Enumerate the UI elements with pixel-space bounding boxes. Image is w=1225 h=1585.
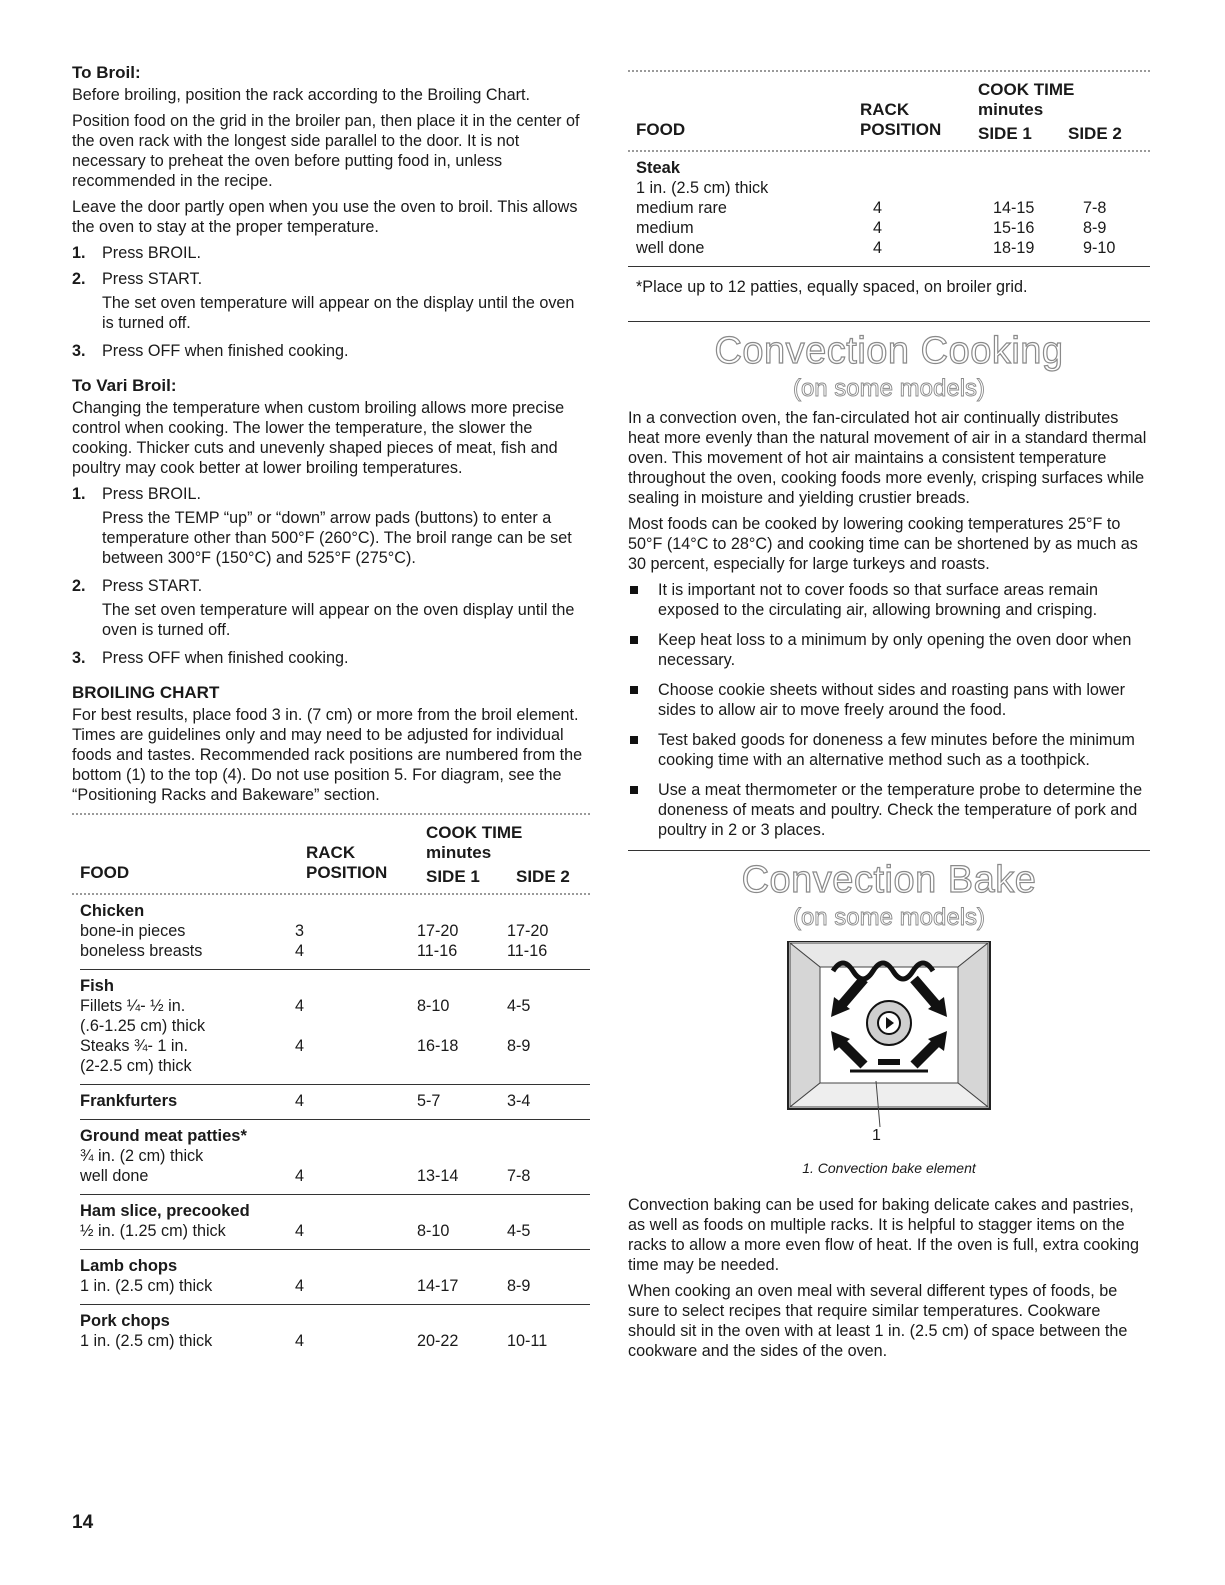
to-broil-heading: To Broil: [72, 63, 141, 82]
side-1-cell: 8-10 [417, 1222, 450, 1240]
broiling-chart-paragraph: For best results, place food 3 in. (7 cm) or more from the broil element. Times are guidelines only and may need to be adjusted for individual foods and tastes. Recommended rack positions are numbered from the bottom (1) to the top (4). Do not use position 5. For diagram, see the “Positioning Racks and Bakeware” section. [72, 706, 583, 804]
food-group-name: Ground meat patties* [80, 1127, 247, 1145]
side-2-header-continued: SIDE 2 [1068, 124, 1122, 143]
side-1-cell: 11-16 [417, 942, 458, 960]
broiling-chart-heading: BROILING CHART [72, 683, 220, 702]
convection-tip-item: It is important not to cover foods so that surface areas remain exposed to the circulating air, allowing browning and crisping. [628, 580, 1150, 620]
side-2-cell [1083, 178, 1153, 198]
step-item [72, 341, 590, 361]
side-1-cell [417, 1056, 507, 1076]
table-row [80, 1036, 590, 1056]
food-group-name: Fish [80, 977, 114, 995]
side-1-cell: 15-16 [993, 219, 1035, 237]
patties-footnote: *Place up to 12 patties, equally spaced, on broiler grid. [636, 278, 1028, 296]
rack-position-cell: 4 [295, 942, 305, 960]
food-cell: 1 in. (2.5 cm) thick [636, 179, 769, 197]
step-number: 1. [72, 485, 86, 503]
convection-oven-diagram [628, 941, 1150, 1151]
side-2-cell: 10-11 [507, 1332, 548, 1350]
food-group [80, 1250, 590, 1305]
table-row [80, 921, 590, 941]
side-2-cell: 8-9 [507, 1277, 531, 1295]
rack-position-cell: 4 [295, 1277, 305, 1295]
step-detail: The set oven temperature will appear on the display until the oven is turned off. [102, 294, 575, 332]
side-1-cell: 14-17 [417, 1277, 459, 1295]
step-text: Press BROIL. [102, 244, 201, 262]
step-text: Press START. [102, 270, 203, 288]
side-2-cell: 9-10 [1083, 239, 1116, 257]
food-group [80, 1085, 590, 1120]
rack-position-cell: 4 [295, 1037, 305, 1055]
food-group [80, 970, 590, 1085]
right-column [628, 62, 1150, 1367]
vari-broil-heading: To Vari Broil: [72, 376, 177, 395]
rack-position-cell: 4 [295, 1332, 305, 1350]
food-cell: medium rare [636, 199, 727, 217]
convection-bake-subtitle: (on some models) [792, 904, 986, 931]
side-1-cell: 5-7 [417, 1092, 441, 1110]
table-row [636, 198, 1150, 218]
rack-position-cell: 4 [295, 1092, 305, 1110]
convection-tips-list [628, 580, 1150, 840]
side-1-cell: 17-20 [417, 922, 459, 940]
step-detail: The set oven temperature will appear on the oven display until the oven is turned off. [102, 601, 575, 639]
food-group [80, 895, 590, 970]
table-bottom-rule [628, 266, 1150, 267]
side-1-cell [417, 1016, 507, 1036]
table-row [80, 1056, 590, 1076]
table-row [80, 1146, 590, 1166]
rack-position-cell [295, 1016, 417, 1036]
food-cell: (2-2.5 cm) thick [80, 1057, 192, 1075]
step-number: 2. [72, 577, 86, 595]
rack-position-cell: 3 [295, 922, 305, 940]
table-row [80, 1331, 590, 1351]
step-number: 2. [72, 270, 86, 288]
left-column [72, 62, 590, 1359]
convection-element-caption: 1. Convection bake element [802, 1160, 976, 1176]
side-1-cell: 14-15 [993, 199, 1035, 217]
broiling-table-continued-header [628, 72, 1150, 150]
position-column-header-continued: POSITION [860, 120, 942, 139]
rack-position-cell [873, 178, 993, 198]
step-text: Press OFF when finished cooking. [102, 649, 349, 667]
rack-position-cell [295, 1146, 417, 1166]
broiling-table-body [72, 895, 590, 1359]
food-column-header-continued: FOOD [636, 120, 686, 139]
convection-bake-paragraph-2: When cooking an oven meal with several different types of foods, be sure to select recipes that require similar temperatures. Cookware should sit in the oven with at least 1 in. (2.5 cm) of space between the cookware and the sides of the oven. [628, 1282, 1128, 1360]
side-1-cell [417, 1146, 507, 1166]
table-row [80, 1166, 590, 1186]
food-group [80, 1305, 590, 1359]
step-item [72, 243, 590, 263]
rack-position-cell: 4 [873, 219, 883, 237]
cook-time-header-continued: COOK TIME [978, 80, 1075, 99]
step-item [72, 484, 590, 504]
section-rule-convection-cooking [628, 321, 1150, 322]
food-group-name: Lamb chops [80, 1257, 178, 1275]
broil-paragraph-1: Before broiling, position the rack according to the Broiling Chart. [72, 86, 530, 104]
side-2-cell: 11-16 [507, 942, 548, 960]
food-cell: ¾ in. (2 cm) thick [80, 1147, 204, 1165]
food-cell: bone-in pieces [80, 922, 186, 940]
table-row [636, 178, 1150, 198]
rack-position-cell: 4 [295, 1222, 305, 1240]
food-cell: (.6-1.25 cm) thick [80, 1017, 206, 1035]
rack-position-cell [295, 1056, 417, 1076]
step-item [72, 576, 590, 596]
cook-time-header: COOK TIME [426, 823, 523, 842]
side-1-cell [993, 178, 1083, 198]
step-text: Press START. [102, 577, 203, 595]
side-2-header: SIDE 2 [516, 867, 570, 886]
minutes-header: minutes [426, 843, 492, 862]
side-1-header: SIDE 1 [426, 867, 480, 886]
oven-interior-illustration [628, 941, 1150, 1151]
food-group [80, 1195, 590, 1250]
side-2-cell: 4-5 [507, 1222, 531, 1240]
food-group [80, 1120, 590, 1195]
rack-position-cell: 4 [295, 1167, 305, 1185]
food-group-name: Chicken [80, 902, 145, 920]
food-cell: medium [636, 219, 694, 237]
step-text: Press OFF when finished cooking. [102, 342, 349, 360]
side-2-cell: 7-8 [1083, 199, 1107, 217]
side-2-cell: 7-8 [507, 1167, 531, 1185]
food-cell: ½ in. (1.25 cm) thick [80, 1222, 226, 1240]
convection-cooking-subtitle: (on some models) [792, 375, 986, 402]
convection-cooking-title: Convection Cooking [714, 330, 1064, 372]
convection-bake-paragraph-1: Convection baking can be used for baking delicate cakes and pastries, as well as foods on multiple racks. It is helpful to stagger items on the racks to allow a more even flow of heat. If the oven is full, extra cooking time may be needed. [628, 1196, 1140, 1274]
side-1-cell: 18-19 [993, 239, 1035, 257]
minutes-header-continued: minutes [978, 100, 1044, 119]
section-rule-convection-bake [628, 850, 1150, 851]
table-row [80, 1091, 590, 1111]
rack-position-cell: 4 [873, 239, 883, 257]
side-1-header-continued: SIDE 1 [978, 124, 1032, 143]
rack-position-cell: 4 [295, 997, 305, 1015]
step-number: 1. [72, 244, 86, 262]
step-detail: Press the TEMP “up” or “down” arrow pads (buttons) to enter a temperature other than 500°F (260°C). The broil range can be set between 300°F (150°C) and 525°F (275°C). [102, 509, 572, 567]
position-column-header: POSITION [306, 863, 388, 882]
step-number: 3. [72, 342, 86, 360]
convection-cooking-paragraph-1: In a convection oven, the fan-circulated hot air continually distributes heat more evenly than the natural movement of air in a standard thermal oven. This movement of hot air maintains a consistent temperature throughout the oven, cooking foods more evenly, crisping surfaces while sealing in moisture and yielding crustier breads. [628, 409, 1147, 507]
rack-column-header: RACK [306, 843, 356, 862]
food-cell: well done [80, 1167, 149, 1185]
food-group-name: Ham slice, precooked [80, 1202, 250, 1220]
food-cell: 1 in. (2.5 cm) thick [80, 1277, 213, 1295]
side-2-cell: 8-9 [1083, 219, 1107, 237]
step-item [72, 269, 590, 289]
broiling-table-continued-body [628, 152, 1150, 266]
convection-bake-title: Convection Bake [741, 859, 1037, 901]
broil-paragraph-3: Leave the door partly open when you use the oven to broil. This allows the oven to stay at the proper temperature. [72, 198, 578, 236]
convection-tip-item: Keep heat loss to a minimum by only opening the oven door when necessary. [628, 630, 1150, 670]
table-row [80, 1276, 590, 1296]
broil-paragraph-2: Position food on the grid in the broiler pan, then place it in the center of the oven rack with the longest side parallel to the door. It is not necessary to preheat the oven before putting food in, unless recommended in the recipe. [72, 112, 580, 190]
convection-tip-item: Test baked goods for doneness a few minutes before the minimum cooking time with an alternative method such as a toothpick. [628, 730, 1150, 770]
food-group-name: Frankfurters [80, 1092, 178, 1110]
side-1-cell: 20-22 [417, 1332, 459, 1350]
convection-tip-item: Use a meat thermometer or the temperature probe to determine the doneness of meats and poultry. Check the temperature of pork and poultry in 2 or 3 places. [628, 780, 1150, 840]
side-2-cell: 8-9 [507, 1037, 531, 1055]
table-row [80, 941, 590, 961]
side-2-cell [507, 1056, 587, 1076]
broil-steps [72, 243, 590, 361]
step-item [72, 648, 590, 668]
food-group-name: Pork chops [80, 1312, 170, 1330]
vari-broil-steps [72, 484, 590, 668]
food-cell: well done [636, 239, 705, 257]
broiling-table-header [72, 815, 590, 893]
rack-position-cell: 4 [873, 199, 883, 217]
side-2-cell [507, 1016, 587, 1036]
table-row [636, 218, 1150, 238]
food-group [636, 152, 1150, 266]
element-callout-number: 1 [872, 1127, 881, 1144]
table-row [80, 996, 590, 1016]
convection-tip-item: Choose cookie sheets without sides and roasting pans with lower sides to allow air to move freely around the food. [628, 680, 1150, 720]
table-row [80, 1221, 590, 1241]
convection-cooking-paragraph-2: Most foods can be cooked by lowering cooking temperatures 25°F to 50°F (14°C to 28°C) and cooking time can be shortened by as much as 30 percent, especially for large turkeys and roasts. [628, 515, 1138, 573]
table-row [80, 1016, 590, 1036]
page-number: 14 [72, 1512, 94, 1533]
side-2-cell: 17-20 [507, 922, 549, 940]
food-cell: 1 in. (2.5 cm) thick [80, 1332, 213, 1350]
food-cell: Steaks ¾- 1 in. [80, 1037, 188, 1055]
side-2-cell: 4-5 [507, 997, 531, 1015]
step-number: 3. [72, 649, 86, 667]
food-cell: boneless breasts [80, 942, 203, 960]
food-cell: Fillets ¼- ½ in. [80, 997, 186, 1015]
side-2-cell [507, 1146, 587, 1166]
step-text: Press BROIL. [102, 485, 201, 503]
side-1-cell: 13-14 [417, 1167, 459, 1185]
side-1-cell: 16-18 [417, 1037, 459, 1055]
side-2-cell: 3-4 [507, 1092, 531, 1110]
side-1-cell: 8-10 [417, 997, 450, 1015]
food-group-name: Steak [636, 159, 681, 177]
food-column-header: FOOD [80, 863, 130, 882]
rack-column-header-continued: RACK [860, 100, 910, 119]
vari-broil-paragraph: Changing the temperature when custom broiling allows more precise control when cooking. The lower the temperature, the slower the cooking. Thicker cuts and unevenly shaped pieces of meat, fish and poultry may cook better at lower broiling temperatures. [72, 399, 565, 477]
table-row [636, 238, 1150, 258]
